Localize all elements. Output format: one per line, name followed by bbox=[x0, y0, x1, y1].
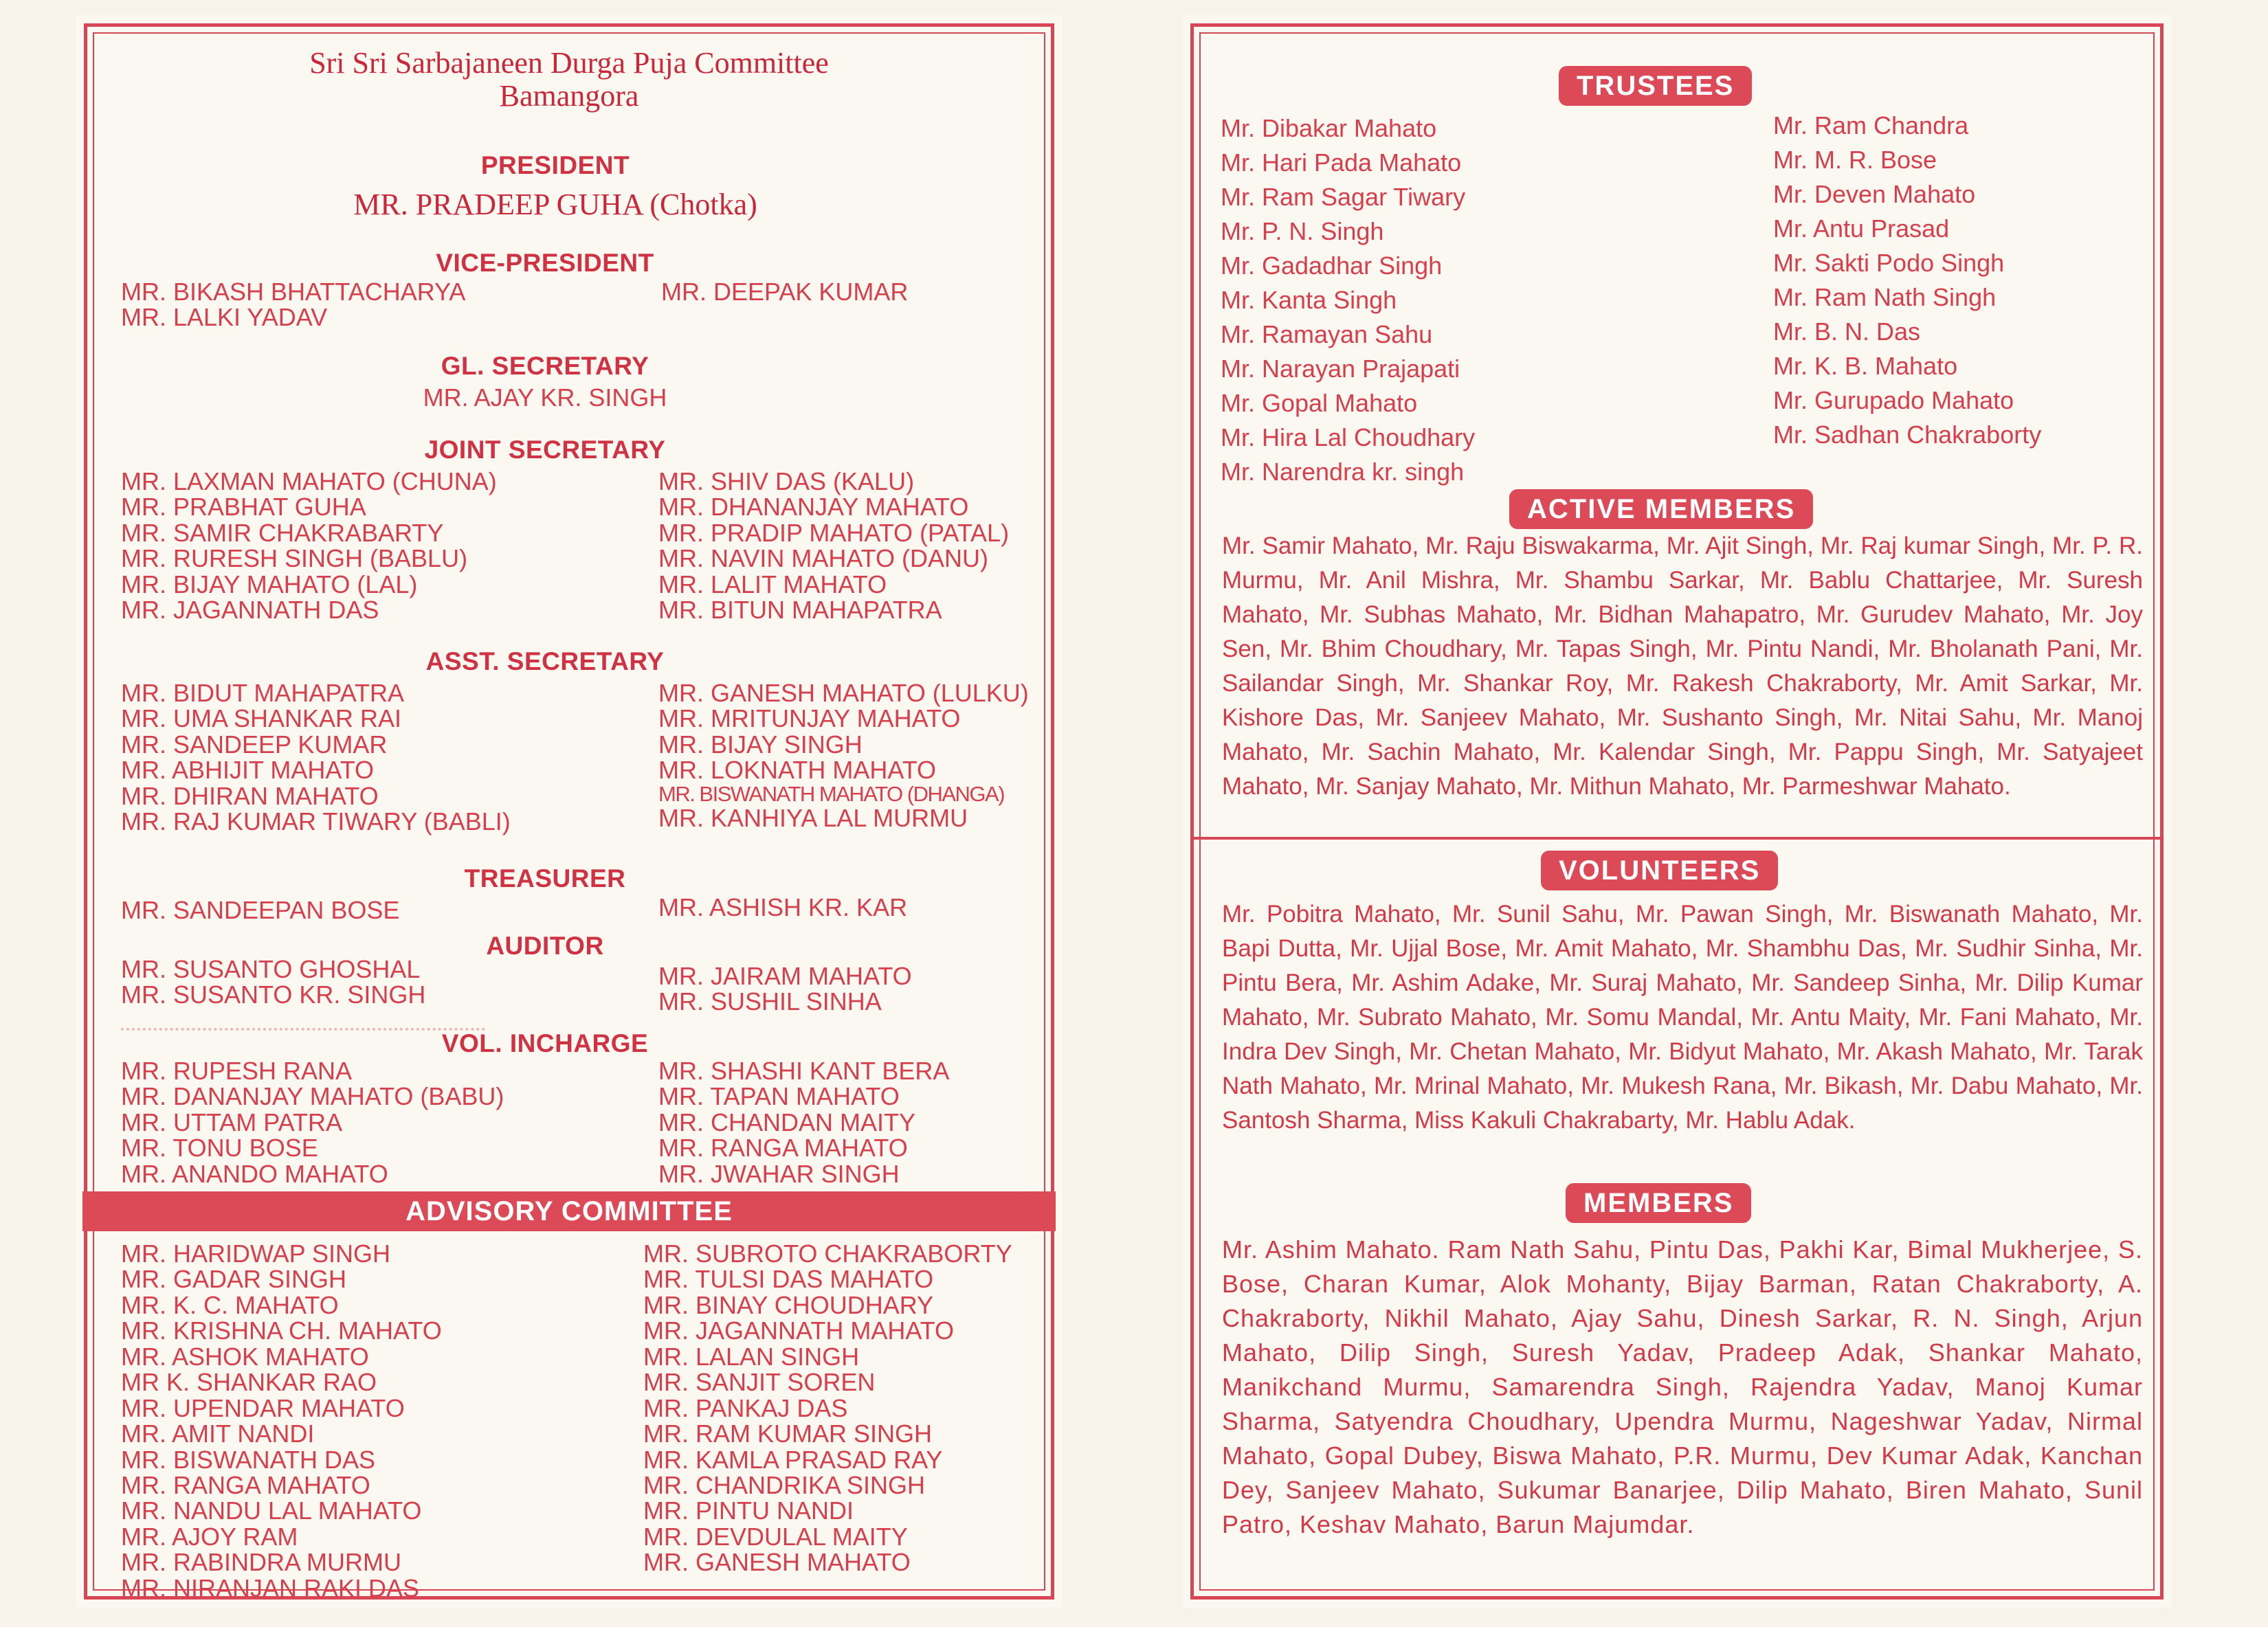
list-item: MR. PINTU NANDI bbox=[643, 1496, 854, 1525]
list-item: MR. NANDU LAL MAHATO bbox=[121, 1496, 422, 1525]
list-item: MR. NAVIN MAHATO (DANU) bbox=[658, 544, 989, 573]
list-item: MR. TONU BOSE bbox=[121, 1134, 318, 1163]
list-item: Mr. Hira Lal Choudhary bbox=[1221, 423, 1476, 451]
list-item: Mr. Ram Chandra bbox=[1773, 111, 1969, 139]
list-item: Mr. Gurupado Mahato bbox=[1773, 386, 2014, 414]
trustees-left-list bbox=[1221, 111, 1475, 489]
list-item: Mr. M. R. Bose bbox=[1773, 146, 1937, 174]
list-item: Mr. P. N. Singh bbox=[1221, 217, 1384, 245]
list-item: MR. HARIDWAP SINGH bbox=[121, 1239, 391, 1268]
list-item: MR. PRADIP MAHATO (PATAL) bbox=[658, 518, 1010, 547]
list-item: MR. TULSI DAS MAHATO bbox=[643, 1265, 934, 1294]
list-item: MR. JAGANNATH MAHATO bbox=[643, 1316, 955, 1345]
trustees-heading: TRUSTEES bbox=[1559, 66, 1752, 106]
advisory-committee-heading: ADVISORY COMMITTEE bbox=[82, 1191, 1056, 1231]
advisory-right-list bbox=[643, 1241, 1012, 1575]
trustees-right-list bbox=[1773, 109, 2041, 452]
list-item: MR. UTTAM PATRA bbox=[121, 1108, 342, 1136]
president-heading: PRESIDENT bbox=[480, 151, 630, 179]
list-item: MR. JAGANNATH DAS bbox=[121, 596, 379, 625]
list-item: MR. DEVDULAL MAITY bbox=[643, 1522, 908, 1551]
volunteers-heading: VOLUNTEERS bbox=[1541, 851, 1778, 890]
gl-secretary-name: MR. AJAY KR. SINGH bbox=[423, 383, 667, 412]
list-item: MR. PRABHAT GUHA bbox=[121, 493, 366, 521]
list-item: MR. SUSHIL SINHA bbox=[658, 987, 882, 1016]
list-item: MR. DHIRAN MAHATO bbox=[121, 781, 379, 810]
list-item: MR. BIJAY SINGH bbox=[658, 730, 863, 759]
list-item: MR. RUPESH RANA bbox=[121, 1057, 353, 1085]
list-item: MR. SHASHI KANT BERA bbox=[658, 1057, 950, 1085]
list-item: MR. PANKAJ DAS bbox=[643, 1393, 848, 1422]
members-text: Mr. Ashim Mahato. Ram Nath Sahu, Pintu Das, Pakhi Kar, Bimal Mukherjee, S. Bose, Charan Kumar, Alok Mohanty, Bijay Barman, Ratan Chakraborty, A. Chakraborty, Nikhil Mahato, Ajay Sahu, Dinesh Sarkar, R. N. Singh, Arjun Mahato, Dilip Singh, Suresh Yadav, Pradeep Adak, Shankar Mahato, Manikchand Murmu, Samarendra Singh, Rajendra Yadav, Manoj Kumar Sharma, Satyendra Choudhary, Upendra Murmu, Nageshwar Yadav, Nirmal Mahato, Gopal Dubey, Biswa Mahato, P.R. Murmu, Dev Kumar Adak, Kanchan Dey, Sanjeev Mahato, Sukumar Banarjee, Dilip Mahato, Biren Mahato, Sunil Patro, Keshav Mahato, Barun Majumdar. bbox=[1222, 1235, 2143, 1538]
list-item: MR. GANESH MAHATO (LULKU) bbox=[658, 679, 1029, 707]
treasurer-heading: TREASURER bbox=[464, 864, 626, 893]
auditor-heading: AUDITOR bbox=[486, 932, 604, 960]
advisory-left-list bbox=[121, 1241, 442, 1601]
members-heading: MEMBERS bbox=[1566, 1183, 1751, 1223]
list-item: MR. BIKASH BHATTACHARYA bbox=[121, 278, 466, 306]
treasurer-left: MR. SANDEEPAN BOSE bbox=[121, 896, 400, 924]
list-item: MR. DEEPAK KUMAR bbox=[661, 278, 909, 306]
vice-president-left-list bbox=[121, 279, 465, 330]
active-members-heading: ACTIVE MEMBERS bbox=[1509, 489, 1813, 529]
gl-secretary-heading: GL. SECRETARY bbox=[441, 352, 649, 380]
list-item: MR. LAXMAN MAHATO (CHUNA) bbox=[121, 467, 497, 495]
list-item: Mr. Dibakar Mahato bbox=[1221, 114, 1437, 142]
list-item: MR. GADAR SINGH bbox=[121, 1265, 347, 1294]
joint-secretary-right-list bbox=[658, 469, 1009, 623]
list-item: MR. LOKNATH MAHATO bbox=[658, 756, 937, 785]
vice-president-right-list bbox=[661, 279, 908, 304]
list-item: MR. ASHOK MAHATO bbox=[121, 1342, 369, 1371]
list-item: MR. SAMIR CHAKRABARTY bbox=[121, 518, 444, 547]
list-item: Mr. Ramayan Sahu bbox=[1221, 320, 1433, 348]
list-item: Mr. Kanta Singh bbox=[1221, 286, 1397, 314]
committee-location: Bamangora bbox=[499, 79, 639, 113]
list-item: MR. DHANANJAY MAHATO bbox=[658, 493, 969, 521]
list-item: MR. RAM KUMAR SINGH bbox=[643, 1420, 933, 1448]
auditor-right-list bbox=[658, 963, 912, 1015]
list-item: MR. SHIV DAS (KALU) bbox=[658, 467, 915, 495]
list-item: Mr. Narendra kr. singh bbox=[1221, 458, 1465, 486]
list-item: MR. CHANDAN MAITY bbox=[658, 1108, 916, 1136]
joint-secretary-left-list bbox=[121, 469, 497, 623]
list-item: MR. SUSANTO GHOSHAL bbox=[121, 955, 421, 983]
list-item: MR. SUBROTO CHAKRABORTY bbox=[643, 1239, 1012, 1268]
list-item: MR. UPENDAR MAHATO bbox=[121, 1393, 405, 1422]
list-item: MR. DANANJAY MAHATO (BABU) bbox=[121, 1082, 504, 1111]
list-item: MR. RANGA MAHATO bbox=[658, 1134, 908, 1163]
list-item: Mr. Gopal Mahato bbox=[1221, 389, 1418, 417]
list-item: MR. RAJ KUMAR TIWARY (BABLI) bbox=[121, 807, 511, 836]
list-item: MR. TAPAN MAHATO bbox=[658, 1082, 900, 1111]
list-item: MR. KAMLA PRASAD RAY bbox=[643, 1445, 943, 1474]
list-item: Mr. Ram Nath Singh bbox=[1773, 283, 1997, 311]
list-item: Mr. Ram Sagar Tiwary bbox=[1221, 183, 1466, 211]
list-item: Mr. Sadhan Chakraborty bbox=[1773, 420, 2042, 449]
list-item: MR. LALIT MAHATO bbox=[658, 570, 887, 598]
list-item: MR. RANGA MAHATO bbox=[121, 1470, 370, 1499]
list-item: MR. AJOY RAM bbox=[121, 1522, 298, 1551]
asst-secretary-right-list bbox=[658, 680, 1029, 831]
list-item: MR. KANHIYA LAL MURMU bbox=[658, 803, 968, 832]
vol-incharge-left-list bbox=[121, 1058, 504, 1187]
list-item: MR. RABINDRA MURMU bbox=[121, 1548, 402, 1577]
list-item: MR. K. C. MAHATO bbox=[121, 1290, 339, 1319]
list-item: MR. BITUN MAHAPATRA bbox=[658, 596, 942, 625]
list-item: Mr. Sakti Podo Singh bbox=[1773, 249, 2005, 277]
president-name: MR. PRADEEP GUHA (Chotka) bbox=[353, 188, 757, 221]
vol-incharge-heading: VOL. INCHARGE bbox=[441, 1029, 649, 1057]
list-item: MR. NIRANJAN RAKI DAS bbox=[121, 1573, 420, 1602]
asst-secretary-left-list bbox=[121, 680, 511, 835]
list-item: MR. BISWANATH MAHATO (DHANGA) bbox=[658, 781, 1005, 806]
list-item: MR. RURESH SINGH (BABLU) bbox=[121, 544, 468, 573]
committee-title: Sri Sri Sarbajaneen Durga Puja Committee bbox=[309, 46, 829, 80]
list-item: MR. SANJIT SOREN bbox=[643, 1368, 876, 1397]
list-item: MR. ABHIJIT MAHATO bbox=[121, 756, 375, 785]
list-item: Mr. B. N. Das bbox=[1773, 317, 1921, 346]
active-members-text: Mr. Samir Mahato, Mr. Raju Biswakarma, Mr. Ajit Singh, Mr. Raj kumar Singh, Mr. P. R. Murmu, Mr. Anil Mishra, Mr. Shambu Sarkar, Mr. Bablu Chattarjee, Mr. Suresh Mahato, Mr. Subhas Mahato, Mr. Bidhan Mahapatro, Mr. Gurudev Mahato, Mr. Joy Sen, Mr. Bhim Choudhary, Mr. Tapas Singh, Mr. Pintu Nandi, Mr. Bholanath Pani, Mr. Sailandar Singh, Mr. Shankar Roy, Mr. Rakesh Chakraborty, Mr. Amit Sarkar, Mr. Kishore Das, Mr. Sanjeev Mahato, Mr. Sushanto Singh, Mr. Nitai Sahu, Mr. Manoj Mahato, Mr. Sachin Mahato, Mr. Kalendar Singh, Mr. Pappu Singh, Mr. Satyajeet Mahato, Mr. Sanjay Mahato, Mr. Mithun Mahato, Mr. Parmeshwar Mahato. bbox=[1222, 532, 2143, 800]
list-item: MR. BIJAY MAHATO (LAL) bbox=[121, 570, 418, 598]
divider bbox=[1190, 837, 2164, 840]
list-item: MR K. SHANKAR RAO bbox=[121, 1368, 377, 1397]
list-item: Mr. Deven Mahato bbox=[1773, 180, 1976, 208]
right-page bbox=[1182, 15, 2172, 1608]
list-item: MR. BIDUT MAHAPATRA bbox=[121, 679, 405, 707]
list-item: MR. MRITUNJAY MAHATO bbox=[658, 704, 961, 733]
left-page bbox=[76, 15, 1063, 1608]
list-item: Mr. K. B. Mahato bbox=[1773, 352, 1958, 380]
list-item: MR. JAIRAM MAHATO bbox=[658, 962, 912, 990]
list-item: MR. BINAY CHOUDHARY bbox=[643, 1290, 934, 1319]
list-item: MR. UMA SHANKAR RAI bbox=[121, 704, 402, 733]
list-item: Mr. Hari Pada Mahato bbox=[1221, 148, 1462, 177]
list-item: MR. SANDEEP KUMAR bbox=[121, 730, 388, 759]
list-item: MR. LALKI YADAV bbox=[121, 303, 328, 332]
list-item: MR. GANESH MAHATO bbox=[643, 1548, 911, 1577]
volunteers-text: Mr. Pobitra Mahato, Mr. Sunil Sahu, Mr. Pawan Singh, Mr. Biswanath Mahato, Mr. Bapi Dutta, Mr. Ujjal Bose, Mr. Amit Mahato, Mr. Shambhu Das, Mr. Sudhir Sinha, Mr. Pintu Bera, Mr. Ashim Adake, Mr. Suraj Mahato, Mr. Sandeep Sinha, Mr. Dilip Kumar Mahato, Mr. Subrato Mahato, Mr. Somu Mandal, Mr. Antu Maity, Mr. Fani Mahato, Mr. Indra Dev Singh, Mr. Chetan Mahato, Mr. Bidyut Mahato, Mr. Akash Mahato, Mr. Tarak Nath Mahato, Mr. Mrinal Mahato, Mr. Mukesh Rana, Mr. Bikash, Mr. Dabu Mahato, Mr. Santosh Sharma, Miss Kakuli Chakrabarty, Mr. Hablu Adak. bbox=[1222, 901, 2143, 1134]
joint-secretary-heading: JOINT SECRETARY bbox=[424, 436, 666, 464]
vice-president-heading: VICE-PRESIDENT bbox=[436, 249, 654, 277]
list-item: MR. JWAHAR SINGH bbox=[658, 1159, 900, 1188]
list-item: MR. BISWANATH DAS bbox=[121, 1445, 376, 1474]
list-item: MR. SUSANTO KR. SINGH bbox=[121, 980, 426, 1009]
treasurer-right: MR. ASHISH KR. KAR bbox=[658, 893, 908, 921]
list-item: Mr. Narayan Prajapati bbox=[1221, 355, 1460, 383]
asst-secretary-heading: ASST. SECRETARY bbox=[425, 647, 665, 675]
list-item: Mr. Antu Prasad bbox=[1773, 214, 1950, 243]
vol-incharge-right-list bbox=[658, 1058, 949, 1187]
list-item: MR. CHANDRIKA SINGH bbox=[643, 1470, 926, 1499]
list-item: MR. AMIT NANDI bbox=[121, 1420, 315, 1448]
list-item: MR. KRISHNA CH. MAHATO bbox=[121, 1316, 442, 1345]
auditor-left-list bbox=[121, 956, 425, 1008]
list-item: Mr. Gadadhar Singh bbox=[1221, 251, 1443, 280]
list-item: MR. ANANDO MAHATO bbox=[121, 1159, 388, 1188]
list-item: MR. LALAN SINGH bbox=[643, 1342, 860, 1371]
